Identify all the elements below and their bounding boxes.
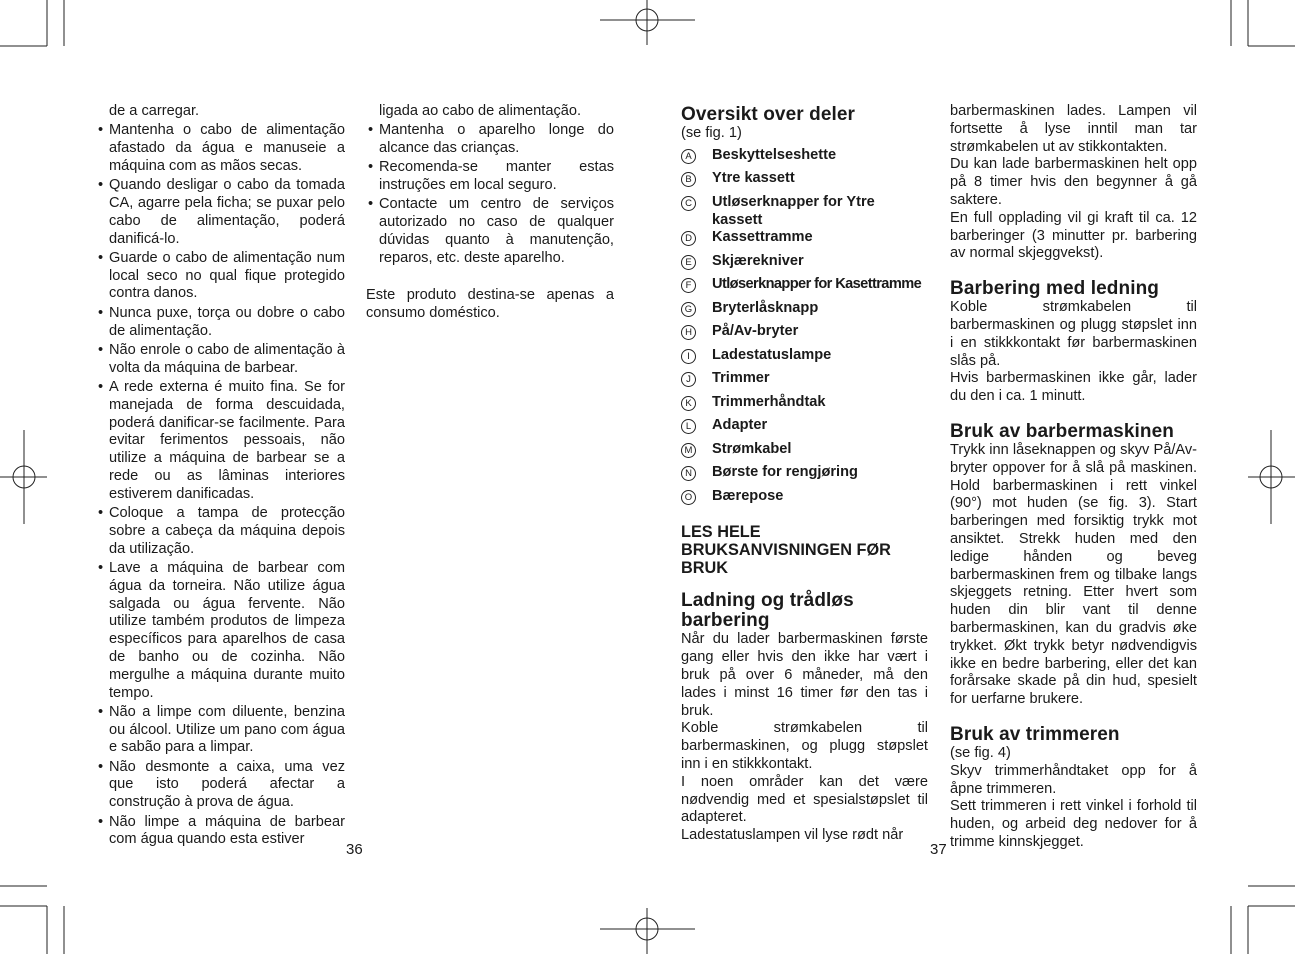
part-label: Strømkabel (712, 440, 792, 457)
list-item: de a carregar. (109, 103, 200, 119)
part-label: Ytre kassett (712, 170, 795, 187)
circled-letter-icon: N (681, 466, 696, 481)
circled-letter-icon: O (681, 490, 696, 505)
charging-paragraph: Du kan lade barbermaskinen helt opp på 8 timer hvis den begynner å gå saktere. (950, 156, 1197, 208)
list-item: • Quando desligar o cabo da tomada CA, agarre pela ficha; se puxar pelo cabo de alimentação, poderá danificá-lo. (96, 177, 345, 248)
part-label: Bryterlåsknapp (712, 299, 819, 316)
charging-paragraph: Ladestatuslampen vil lyse rødt når (681, 827, 904, 844)
trimmer-paragraph: Sett trimmeren i rett vinkel i forhold til huden, og arbeid deg nedover for å trimme kinnskjegget. (950, 798, 1197, 850)
shaver-use-heading: Bruk av barbermaskinen (950, 420, 1174, 442)
part-item (681, 147, 928, 171)
parts-list (681, 147, 928, 512)
page-number-left: 36 (346, 841, 363, 858)
part-label: Skjærekniver (712, 252, 804, 269)
list-item: ligada ao cabo de alimentação. (379, 103, 582, 119)
part-item (681, 170, 928, 194)
charging-paragraph: Koble strømkabelen til barbermaskinen, og plugg støpslet inn i en stikkkontakt. (681, 720, 928, 772)
trimmer-heading: Bruk av trimmeren (950, 723, 1120, 745)
shaver-use-paragraph: Trykk inn låseknappen og skyv På/Av-bryter oppover for å slå på maskinen. Hold barbermaskinen i rett vinkel (90°) mot huden (se fig. 3). Start barberingen med forsiktig trykk mot ansiktet. Strekk huden med den ledige hånden og beveg barbermaskinen frem og tilbake langs skjeggets retning. Etter hvert som huden din blir vant til denne barbermaskinen, kan du gradvis øke trykket. Økt trykk betyr nødvendigvis ikke en bedre barbering, eller det kan forårsake skade på din hud, spesielt for uerfarne brukere. (950, 441, 1197, 708)
list-item: • Não desmonte a caixa, uma vez que isto poderá afectar a construção à prova de água. (96, 759, 345, 812)
circled-letter-icon: B (681, 172, 696, 187)
part-label: Trimmer (712, 370, 770, 387)
part-label: Børste for rengjøring (712, 464, 858, 481)
overview-figure-ref: (se fig. 1) (681, 125, 742, 141)
list-item: • A rede externa é muito fina. Se for manejada de forma descuidada, poderá danificar-se facilmente. Para evitar ferimentos pessoais, não utilize a máquina de barbear se a rede ou as lâminas interiores estiverem danificadas. (96, 379, 345, 504)
right-page-column-1 (681, 103, 928, 845)
list-item: • Não enrole o cabo de alimentação à volta da máquina de barbear. (96, 342, 345, 378)
list-item: • Coloque a tampa de protecção sobre a cabeça da máquina depois da utilização. (96, 505, 345, 558)
corded-paragraph: Koble strømkabelen til barbermaskinen og plugg støpslet inn i en stikkkontakt før barbermaskinen slås på. (950, 299, 1197, 369)
list-item: • Mantenha o aparelho longe do alcance das crianças. (366, 122, 614, 158)
circled-letter-icon: G (681, 302, 696, 317)
part-label: Adapter (712, 417, 768, 434)
circled-letter-icon: M (681, 443, 696, 458)
charging-heading: Ladning og trådløs barbering (681, 590, 854, 632)
warning-heading: LES HELE BRUKSANVISNINGEN FØR BRUK (681, 523, 891, 578)
part-item (681, 488, 928, 512)
left-page-column-2 (366, 103, 614, 323)
part-label: På/Av-bryter (712, 323, 799, 340)
part-label: Utløserknapper for Kasettramme (712, 276, 922, 293)
circled-letter-icon: F (681, 278, 696, 293)
part-item (681, 300, 928, 324)
list-item: • Mantenha o cabo de alimentação afastado da água e manuseie a máquina com as mãos secas. (96, 122, 345, 175)
part-item (681, 464, 928, 488)
list-item: • Nunca puxe, torça ou dobre o cabo de alimentação. (96, 305, 345, 341)
part-item (681, 370, 928, 394)
trimmer-paragraph: Skyv trimmerhåndtaket opp for å åpne trimmeren. (950, 762, 1197, 797)
part-label: Utløserknapper for Ytre kassett (712, 193, 875, 228)
circled-letter-icon: E (681, 255, 696, 270)
charging-paragraph: I noen områder kan det være nødvendig med et spesialstøpslet til adapteret. (681, 773, 928, 826)
corded-paragraph: Hvis barbermaskinen ikke går, lader du den i ca. 1 minutt. (950, 370, 1197, 405)
part-item (681, 229, 928, 253)
part-item (681, 253, 928, 277)
list-item: • Contacte um centro de serviços autorizado no caso de qualquer dúvidas quanto à manutenção, reparos, etc. deste aparelho. (366, 196, 614, 267)
domestic-use-note: Este produto destina-se apenas a consumo doméstico. (366, 287, 614, 321)
part-item (681, 276, 928, 300)
circled-letter-icon: A (681, 149, 696, 164)
part-item (681, 394, 928, 418)
safety-list-continued (366, 103, 614, 268)
part-label: Ladestatuslampe (712, 346, 832, 363)
part-label: Beskyttelseshette (712, 146, 837, 163)
charging-paragraph-continued: barbermaskinen lades. Lampen vil fortsette å lyse inntil man tar strømkabelen ut av stikkontakten. (950, 103, 1197, 155)
overview-heading: Oversikt over deler (681, 104, 856, 125)
part-item (681, 323, 928, 347)
part-label: Trimmerhåndtak (712, 393, 826, 410)
part-label: Kassettramme (712, 229, 813, 246)
part-item (681, 194, 928, 230)
circled-letter-icon: K (681, 396, 696, 411)
circled-letter-icon: J (681, 372, 696, 387)
circled-letter-icon: D (681, 231, 696, 246)
corded-heading: Barbering med ledning (950, 278, 1160, 300)
charging-paragraph: Når du lader barbermaskinen første gang eller hvis den ikke har vært i bruk på over 6 måneder, må den lades i minst 16 timer før den tas i bruk. (681, 631, 928, 719)
trimmer-figure-ref: (se fig. 4) (950, 744, 1011, 761)
safety-list (96, 103, 345, 849)
right-page-column-2 (950, 103, 1197, 852)
part-item (681, 417, 928, 441)
part-label: Bærepose (712, 487, 784, 504)
part-item (681, 347, 928, 371)
circled-letter-icon: I (681, 349, 696, 364)
part-item (681, 441, 928, 465)
circled-letter-icon: L (681, 419, 696, 434)
list-item: • Recomenda-se manter estas instruções em local seguro. (366, 159, 614, 195)
circled-letter-icon: H (681, 325, 696, 340)
list-item: • Guarde o cabo de alimentação num local seco no qual fique protegido contra danos. (96, 250, 345, 303)
list-item: • Não limpe a máquina de barbear com água quando esta estiver (96, 814, 345, 850)
circled-letter-icon: C (681, 196, 696, 211)
list-item: • Não a limpe com diluente, benzina ou álcool. Utilize um pano com água e sabão para a limpar. (96, 704, 345, 757)
charging-paragraph: En full opplading vil gi kraft til ca. 12 barberinger (3 minutter pr. barbering av normal skjeggvekst). (950, 209, 1197, 262)
page-number-right: 37 (930, 841, 947, 858)
list-item: • Lave a máquina de barbear com água da torneira. Não utilize água salgada ou água fervente. Não utilize também produtos de limpeza específicos para aparelhos de casa de banho ou de cozinha. Não mergulhe a máquina durante muito tempo. (96, 560, 345, 702)
left-page-column-1 (96, 103, 345, 851)
